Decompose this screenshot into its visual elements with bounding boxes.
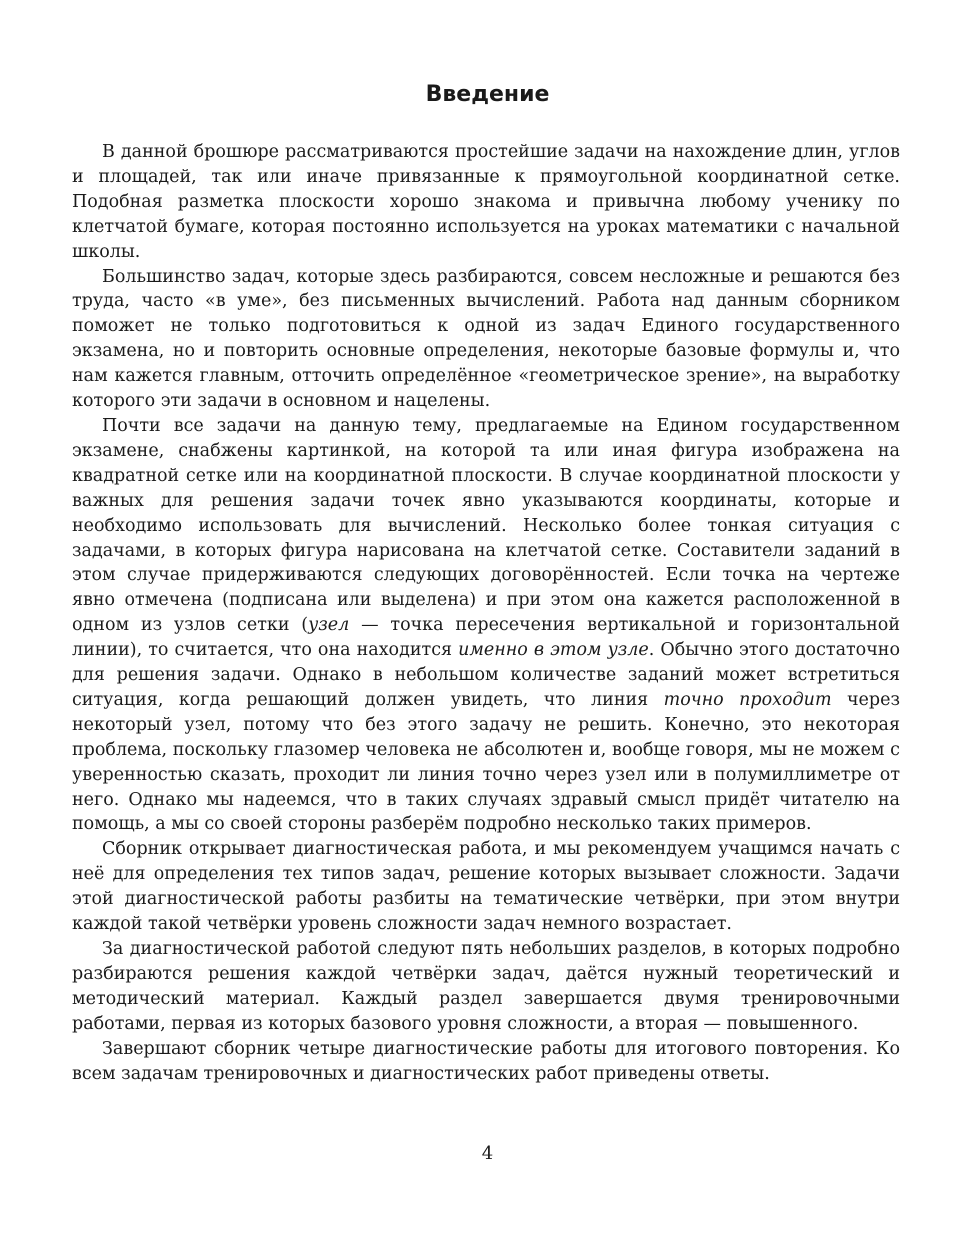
- paragraph-text: Сборник открывает диагностическая работа, и мы рекомендуем учащимся начать с неё для определения тех типов задач, решение которых вызывает сложности. Задачи этой диагностической работы разбиты на тематические четвёрки, при этом внутри каждой такой четвёрки уровень сложности задач немного возрастает.: [72, 839, 900, 935]
- paragraph-text: . Обычно этого достаточно для решения задачи. Однако в небольшом количестве заданий может встретиться ситуация, когда решающий должен увидеть, что линия: [72, 640, 900, 710]
- paragraph-text: через некоторый узел, потому что без этого задачу не решить. Конечно, это некоторая проблема, поскольку глазомер человека не абсолютен и, вообще говоря, мы не можем с уверенностью сказать, проходит ли линия точно через узел или в полумиллиметре от него. Однако мы надеемся, что в таких случаях здравый смысл придёт читателю на помощь, а мы со своей стороны разберём подробно несколько таких примеров.: [72, 689, 901, 835]
- italic-term: точно проходит: [663, 689, 832, 710]
- paragraph-5: [72, 937, 900, 1037]
- page-number: 4: [481, 1143, 494, 1164]
- paragraph-text: Почти все задачи на данную тему, предлагаемые на Едином государственном экзамене, снабжены картинкой, на которой та или иная фигура изображена на квадратной сетке или на координатной плоскости. В случае координатной плоскости у важных для решения задачи точек явно указываются координаты, которые и необходимо использовать для вычислений. Несколько более тонкая ситуация с задачами, в которых фигура нарисована на клетчатой сетке. Составители заданий в этом случае придерживаются следующих договорённостей. Если точка на чертеже явно отмечена (подписана или выделена) и при этом она кажется расположенной в одном из узлов сетки (: [72, 415, 900, 636]
- page-title: Введение: [425, 82, 550, 107]
- paragraph-text: Большинство задач, которые здесь разбираются, совсем несложные и решаются без труда, часто «в уме», без письменных вычислений. Работа над данным сборником поможет не только подготовиться к одной из задач Единого государственного экзамена, но и повторить основные определения, некоторые базовые формулы и, что нам кажется главным, отточить определённое «геометрическое зрение», на выработку которого эти задачи в основном и нацелены.: [72, 266, 900, 412]
- paragraph-3: [72, 414, 900, 837]
- paragraph-1: [72, 140, 900, 265]
- paragraph-text: За диагностической работой следуют пять небольших разделов, в которых подробно разбираются решения каждой четвёрки задач, даётся нужный теоретический и методический материал. Каждый раздел завершается двумя тренировочными работами, первая из которых базового уровня сложности, а вторая — повышенного.: [72, 939, 900, 1034]
- paragraph-6: [72, 1037, 900, 1087]
- paragraph-2: [72, 265, 900, 414]
- paragraph-text: — точка пересечения вертикальной и горизонтальной линии), то считается, что она находится: [72, 615, 900, 661]
- italic-term: именно в этом узле: [458, 640, 649, 661]
- paragraph-text: Завершают сборник четыре диагностические работы для итогового повторения. Ко всем задачам тренировочных и диагностических работ приведены ответы.: [72, 1038, 900, 1084]
- italic-term: узел: [308, 615, 350, 636]
- paragraph-4: [72, 837, 900, 937]
- paragraph-text: В данной брошюре рассматриваются простейшие задачи на нахождение длин, углов и площадей, так или иначе привязанные к прямоугольной координатной сетке. Подобная разметка плоскости хорошо знакома и привычна любому ученику по клетчатой бумаге, которая постоянно используется на уроках математики с начальной школы.: [72, 142, 900, 262]
- body-text: [72, 140, 900, 1086]
